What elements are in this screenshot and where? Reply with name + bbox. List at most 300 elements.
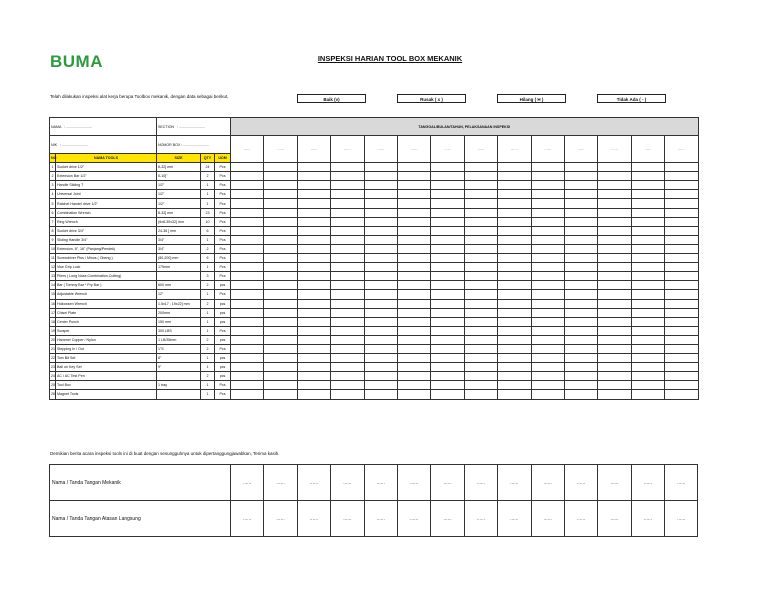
inspection-cell[interactable] (498, 390, 531, 399)
inspection-cell[interactable] (531, 217, 564, 226)
inspection-cell[interactable] (665, 163, 698, 172)
inspection-cell[interactable] (231, 235, 264, 244)
inspection-cell[interactable] (397, 217, 430, 226)
inspection-cell[interactable] (531, 354, 564, 363)
signature-cell[interactable]: ...... (397, 501, 430, 537)
inspection-cell[interactable] (531, 299, 564, 308)
inspection-cell[interactable] (397, 354, 430, 363)
inspection-cell[interactable] (431, 263, 464, 272)
inspection-cell[interactable] (364, 163, 397, 172)
inspection-cell[interactable] (297, 363, 330, 372)
inspection-cell[interactable] (297, 281, 330, 290)
inspection-cell[interactable] (598, 381, 631, 390)
inspection-cell[interactable] (364, 244, 397, 253)
inspection-cell[interactable] (631, 290, 664, 299)
inspection-cell[interactable] (331, 326, 364, 335)
inspection-cell[interactable] (531, 326, 564, 335)
inspection-cell[interactable] (564, 326, 597, 335)
signature-cell[interactable]: ...... (665, 465, 698, 501)
inspection-cell[interactable] (331, 354, 364, 363)
inspection-cell[interactable] (431, 390, 464, 399)
inspection-cell[interactable] (598, 172, 631, 181)
inspection-cell[interactable] (564, 226, 597, 235)
inspection-cell[interactable] (364, 254, 397, 263)
inspection-cell[interactable] (631, 263, 664, 272)
inspection-cell[interactable] (564, 372, 597, 381)
inspection-cell[interactable] (531, 172, 564, 181)
inspection-cell[interactable] (631, 226, 664, 235)
inspection-cell[interactable] (264, 326, 297, 335)
inspection-cell[interactable] (665, 217, 698, 226)
inspection-cell[interactable] (231, 244, 264, 253)
inspection-cell[interactable] (665, 326, 698, 335)
inspection-cell[interactable] (631, 299, 664, 308)
inspection-cell[interactable] (598, 190, 631, 199)
inspection-cell[interactable] (464, 308, 497, 317)
inspection-cell[interactable] (431, 354, 464, 363)
inspection-cell[interactable] (631, 390, 664, 399)
inspection-cell[interactable] (564, 335, 597, 344)
inspection-cell[interactable] (665, 263, 698, 272)
inspection-cell[interactable] (498, 290, 531, 299)
signature-cell[interactable]: ...... (464, 501, 497, 537)
inspection-cell[interactable] (397, 190, 430, 199)
signature-cell[interactable]: ...... (264, 465, 297, 501)
inspection-cell[interactable] (364, 326, 397, 335)
inspection-cell[interactable] (397, 281, 430, 290)
inspection-cell[interactable] (264, 308, 297, 317)
inspection-cell[interactable] (264, 172, 297, 181)
inspection-cell[interactable] (631, 190, 664, 199)
inspection-cell[interactable] (564, 290, 597, 299)
inspection-cell[interactable] (331, 163, 364, 172)
inspection-cell[interactable] (464, 172, 497, 181)
inspection-cell[interactable] (297, 299, 330, 308)
inspection-cell[interactable] (397, 326, 430, 335)
inspection-cell[interactable] (264, 226, 297, 235)
inspection-cell[interactable] (297, 199, 330, 208)
inspection-cell[interactable] (531, 181, 564, 190)
inspection-cell[interactable] (631, 181, 664, 190)
inspection-cell[interactable] (231, 335, 264, 344)
inspection-cell[interactable] (364, 281, 397, 290)
signature-cell[interactable]: ...... (631, 501, 664, 537)
inspection-cell[interactable] (431, 372, 464, 381)
inspection-cell[interactable] (631, 381, 664, 390)
signature-cell[interactable]: ...... (564, 465, 597, 501)
inspection-cell[interactable] (498, 244, 531, 253)
inspection-cell[interactable] (498, 272, 531, 281)
inspection-cell[interactable] (397, 363, 430, 372)
inspection-cell[interactable] (531, 272, 564, 281)
inspection-cell[interactable] (297, 272, 330, 281)
inspection-cell[interactable] (397, 235, 430, 244)
inspection-cell[interactable] (264, 208, 297, 217)
inspection-cell[interactable] (397, 208, 430, 217)
inspection-cell[interactable] (264, 299, 297, 308)
inspection-cell[interactable] (564, 181, 597, 190)
inspection-cell[interactable] (564, 244, 597, 253)
inspection-cell[interactable] (297, 390, 330, 399)
inspection-cell[interactable] (397, 372, 430, 381)
inspection-cell[interactable] (297, 263, 330, 272)
signature-cell[interactable]: ...... (531, 501, 564, 537)
inspection-cell[interactable] (665, 172, 698, 181)
inspection-cell[interactable] (464, 281, 497, 290)
inspection-cell[interactable] (564, 363, 597, 372)
inspection-cell[interactable] (364, 235, 397, 244)
inspection-cell[interactable] (397, 199, 430, 208)
inspection-cell[interactable] (297, 217, 330, 226)
inspection-cell[interactable] (331, 263, 364, 272)
inspection-cell[interactable] (264, 181, 297, 190)
inspection-cell[interactable] (564, 308, 597, 317)
inspection-cell[interactable] (464, 181, 497, 190)
inspection-cell[interactable] (364, 290, 397, 299)
inspection-cell[interactable] (498, 281, 531, 290)
inspection-cell[interactable] (397, 181, 430, 190)
inspection-cell[interactable] (665, 235, 698, 244)
inspection-cell[interactable] (231, 299, 264, 308)
inspection-cell[interactable] (464, 217, 497, 226)
inspection-cell[interactable] (297, 354, 330, 363)
inspection-cell[interactable] (264, 244, 297, 253)
inspection-cell[interactable] (364, 190, 397, 199)
inspection-cell[interactable] (231, 208, 264, 217)
inspection-cell[interactable] (264, 372, 297, 381)
inspection-cell[interactable] (297, 163, 330, 172)
inspection-cell[interactable] (364, 363, 397, 372)
inspection-cell[interactable] (431, 226, 464, 235)
inspection-cell[interactable] (264, 263, 297, 272)
inspection-cell[interactable] (297, 181, 330, 190)
inspection-cell[interactable] (397, 290, 430, 299)
inspection-cell[interactable] (531, 290, 564, 299)
inspection-cell[interactable] (464, 326, 497, 335)
inspection-cell[interactable] (464, 354, 497, 363)
inspection-cell[interactable] (665, 199, 698, 208)
inspection-cell[interactable] (364, 381, 397, 390)
inspection-cell[interactable] (231, 381, 264, 390)
inspection-cell[interactable] (397, 344, 430, 353)
inspection-cell[interactable] (498, 299, 531, 308)
inspection-cell[interactable] (464, 263, 497, 272)
inspection-cell[interactable] (431, 199, 464, 208)
inspection-cell[interactable] (397, 226, 430, 235)
inspection-cell[interactable] (531, 244, 564, 253)
inspection-cell[interactable] (231, 199, 264, 208)
inspection-cell[interactable] (264, 317, 297, 326)
inspection-cell[interactable] (564, 217, 597, 226)
inspection-cell[interactable] (464, 226, 497, 235)
inspection-cell[interactable] (264, 354, 297, 363)
inspection-cell[interactable] (431, 163, 464, 172)
inspection-cell[interactable] (464, 254, 497, 263)
inspection-cell[interactable] (364, 354, 397, 363)
inspection-cell[interactable] (231, 308, 264, 317)
inspection-cell[interactable] (498, 344, 531, 353)
inspection-cell[interactable] (564, 172, 597, 181)
inspection-cell[interactable] (231, 317, 264, 326)
inspection-cell[interactable] (598, 308, 631, 317)
inspection-cell[interactable] (364, 390, 397, 399)
inspection-cell[interactable] (231, 372, 264, 381)
inspection-cell[interactable] (397, 299, 430, 308)
inspection-cell[interactable] (364, 344, 397, 353)
inspection-cell[interactable] (431, 363, 464, 372)
inspection-cell[interactable] (464, 272, 497, 281)
inspection-cell[interactable] (631, 372, 664, 381)
inspection-cell[interactable] (431, 172, 464, 181)
inspection-cell[interactable] (464, 363, 497, 372)
inspection-cell[interactable] (498, 226, 531, 235)
inspection-cell[interactable] (231, 344, 264, 353)
inspection-cell[interactable] (331, 272, 364, 281)
inspection-cell[interactable] (331, 308, 364, 317)
signature-cell[interactable]: ...... (631, 465, 664, 501)
signature-cell[interactable]: ...... (264, 501, 297, 537)
inspection-cell[interactable] (598, 163, 631, 172)
inspection-cell[interactable] (397, 308, 430, 317)
inspection-cell[interactable] (297, 190, 330, 199)
inspection-cell[interactable] (498, 263, 531, 272)
inspection-cell[interactable] (498, 190, 531, 199)
inspection-cell[interactable] (264, 272, 297, 281)
inspection-cell[interactable] (665, 181, 698, 190)
inspection-cell[interactable] (598, 244, 631, 253)
inspection-cell[interactable] (231, 254, 264, 263)
inspection-cell[interactable] (331, 335, 364, 344)
inspection-cell[interactable] (498, 381, 531, 390)
inspection-cell[interactable] (331, 363, 364, 372)
inspection-cell[interactable] (564, 163, 597, 172)
inspection-cell[interactable] (498, 199, 531, 208)
inspection-cell[interactable] (297, 317, 330, 326)
signature-cell[interactable]: ...... (297, 501, 330, 537)
inspection-cell[interactable] (531, 335, 564, 344)
inspection-cell[interactable] (564, 263, 597, 272)
inspection-cell[interactable] (631, 163, 664, 172)
inspection-cell[interactable] (264, 217, 297, 226)
inspection-cell[interactable] (231, 190, 264, 199)
inspection-cell[interactable] (498, 317, 531, 326)
inspection-cell[interactable] (631, 335, 664, 344)
inspection-cell[interactable] (631, 199, 664, 208)
inspection-cell[interactable] (331, 281, 364, 290)
inspection-cell[interactable] (431, 281, 464, 290)
signature-cell[interactable]: ...... (331, 501, 364, 537)
inspection-cell[interactable] (231, 281, 264, 290)
inspection-cell[interactable] (598, 335, 631, 344)
inspection-cell[interactable] (231, 163, 264, 172)
inspection-cell[interactable] (364, 299, 397, 308)
inspection-cell[interactable] (364, 272, 397, 281)
inspection-cell[interactable] (331, 199, 364, 208)
inspection-cell[interactable] (297, 235, 330, 244)
inspection-cell[interactable] (464, 317, 497, 326)
inspection-cell[interactable] (397, 263, 430, 272)
inspection-cell[interactable] (631, 244, 664, 253)
inspection-cell[interactable] (631, 272, 664, 281)
inspection-cell[interactable] (531, 163, 564, 172)
inspection-cell[interactable] (564, 344, 597, 353)
inspection-cell[interactable] (431, 217, 464, 226)
inspection-cell[interactable] (364, 181, 397, 190)
inspection-cell[interactable] (498, 335, 531, 344)
inspection-cell[interactable] (564, 190, 597, 199)
inspection-cell[interactable] (264, 363, 297, 372)
inspection-cell[interactable] (598, 281, 631, 290)
signature-cell[interactable]: ...... (431, 465, 464, 501)
inspection-cell[interactable] (531, 363, 564, 372)
inspection-cell[interactable] (665, 190, 698, 199)
inspection-cell[interactable] (564, 281, 597, 290)
inspection-cell[interactable] (665, 335, 698, 344)
inspection-cell[interactable] (331, 317, 364, 326)
inspection-cell[interactable] (665, 317, 698, 326)
inspection-cell[interactable] (331, 181, 364, 190)
inspection-cell[interactable] (464, 199, 497, 208)
inspection-cell[interactable] (364, 317, 397, 326)
inspection-cell[interactable] (331, 372, 364, 381)
inspection-cell[interactable] (264, 235, 297, 244)
inspection-cell[interactable] (598, 354, 631, 363)
inspection-cell[interactable] (297, 226, 330, 235)
inspection-cell[interactable] (665, 244, 698, 253)
inspection-cell[interactable] (464, 299, 497, 308)
inspection-cell[interactable] (297, 208, 330, 217)
inspection-cell[interactable] (431, 335, 464, 344)
inspection-cell[interactable] (531, 344, 564, 353)
inspection-cell[interactable] (331, 190, 364, 199)
inspection-cell[interactable] (431, 208, 464, 217)
inspection-cell[interactable] (598, 263, 631, 272)
inspection-cell[interactable] (264, 290, 297, 299)
inspection-cell[interactable] (364, 199, 397, 208)
inspection-cell[interactable] (598, 317, 631, 326)
inspection-cell[interactable] (665, 354, 698, 363)
inspection-cell[interactable] (431, 299, 464, 308)
inspection-cell[interactable] (665, 281, 698, 290)
inspection-cell[interactable] (297, 335, 330, 344)
signature-cell[interactable]: ...... (364, 501, 397, 537)
inspection-cell[interactable] (598, 272, 631, 281)
inspection-cell[interactable] (231, 217, 264, 226)
inspection-cell[interactable] (297, 308, 330, 317)
inspection-cell[interactable] (431, 344, 464, 353)
inspection-cell[interactable] (297, 344, 330, 353)
inspection-cell[interactable] (397, 390, 430, 399)
inspection-cell[interactable] (331, 172, 364, 181)
inspection-cell[interactable] (631, 308, 664, 317)
signature-cell[interactable]: ...... (331, 465, 364, 501)
inspection-cell[interactable] (231, 263, 264, 272)
signature-cell[interactable]: ...... (598, 465, 631, 501)
inspection-cell[interactable] (531, 381, 564, 390)
signature-cell[interactable]: ...... (397, 465, 430, 501)
inspection-cell[interactable] (564, 235, 597, 244)
inspection-cell[interactable] (665, 381, 698, 390)
inspection-cell[interactable] (431, 190, 464, 199)
inspection-cell[interactable] (598, 290, 631, 299)
inspection-cell[interactable] (598, 235, 631, 244)
inspection-cell[interactable] (631, 326, 664, 335)
inspection-cell[interactable] (531, 235, 564, 244)
inspection-cell[interactable] (598, 254, 631, 263)
inspection-cell[interactable] (364, 226, 397, 235)
inspection-cell[interactable] (598, 299, 631, 308)
inspection-cell[interactable] (665, 254, 698, 263)
inspection-cell[interactable] (364, 208, 397, 217)
inspection-cell[interactable] (564, 299, 597, 308)
inspection-cell[interactable] (297, 372, 330, 381)
inspection-cell[interactable] (564, 381, 597, 390)
inspection-cell[interactable] (665, 226, 698, 235)
inspection-cell[interactable] (231, 226, 264, 235)
inspection-cell[interactable] (498, 308, 531, 317)
inspection-cell[interactable] (598, 208, 631, 217)
inspection-cell[interactable] (598, 372, 631, 381)
inspection-cell[interactable] (665, 290, 698, 299)
inspection-cell[interactable] (264, 281, 297, 290)
inspection-cell[interactable] (564, 354, 597, 363)
signature-cell[interactable]: ...... (231, 501, 264, 537)
inspection-cell[interactable] (665, 344, 698, 353)
inspection-cell[interactable] (231, 172, 264, 181)
inspection-cell[interactable] (264, 335, 297, 344)
inspection-cell[interactable] (231, 363, 264, 372)
inspection-cell[interactable] (631, 217, 664, 226)
inspection-cell[interactable] (431, 181, 464, 190)
inspection-cell[interactable] (665, 372, 698, 381)
inspection-cell[interactable] (631, 354, 664, 363)
inspection-cell[interactable] (631, 254, 664, 263)
inspection-cell[interactable] (464, 335, 497, 344)
signature-cell[interactable]: ...... (531, 465, 564, 501)
inspection-cell[interactable] (531, 199, 564, 208)
inspection-cell[interactable] (264, 344, 297, 353)
inspection-cell[interactable] (431, 381, 464, 390)
inspection-cell[interactable] (631, 344, 664, 353)
inspection-cell[interactable] (598, 344, 631, 353)
inspection-cell[interactable] (464, 344, 497, 353)
inspection-cell[interactable] (464, 163, 497, 172)
inspection-cell[interactable] (331, 390, 364, 399)
inspection-cell[interactable] (665, 208, 698, 217)
inspection-cell[interactable] (498, 235, 531, 244)
signature-cell[interactable]: ...... (364, 465, 397, 501)
inspection-cell[interactable] (464, 190, 497, 199)
inspection-cell[interactable] (598, 217, 631, 226)
inspection-cell[interactable] (531, 281, 564, 290)
inspection-cell[interactable] (531, 208, 564, 217)
inspection-cell[interactable] (231, 390, 264, 399)
inspection-cell[interactable] (665, 308, 698, 317)
inspection-cell[interactable] (231, 354, 264, 363)
inspection-cell[interactable] (631, 208, 664, 217)
inspection-cell[interactable] (631, 363, 664, 372)
inspection-cell[interactable] (564, 390, 597, 399)
inspection-cell[interactable] (531, 226, 564, 235)
inspection-cell[interactable] (498, 172, 531, 181)
inspection-cell[interactable] (397, 163, 430, 172)
inspection-cell[interactable] (331, 208, 364, 217)
inspection-cell[interactable] (397, 244, 430, 253)
inspection-cell[interactable] (498, 181, 531, 190)
inspection-cell[interactable] (564, 254, 597, 263)
signature-cell[interactable]: ...... (498, 465, 531, 501)
inspection-cell[interactable] (397, 381, 430, 390)
